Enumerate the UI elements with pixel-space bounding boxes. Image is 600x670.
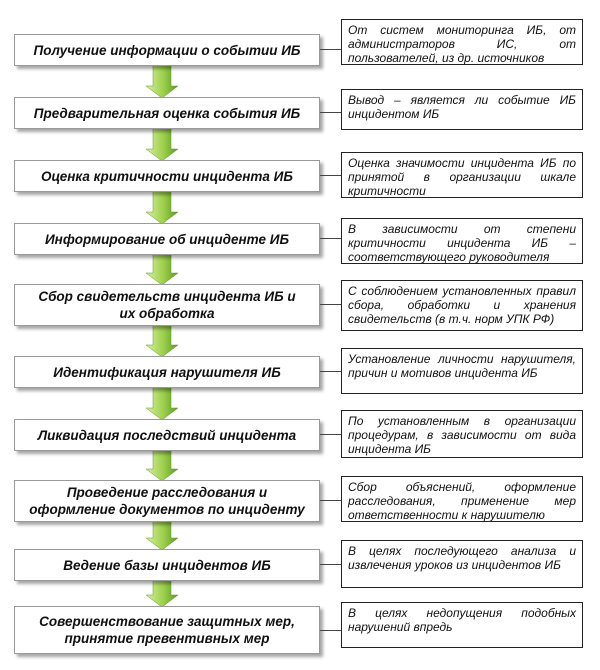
- note-text-7: По установленным в организации процедурам, в зависимости от вида инцидента ИБ: [348, 414, 576, 456]
- note-text-3: Оценка значимости инцидента ИБ по принятой в организации шкале критичности: [348, 156, 576, 198]
- connector-10: [320, 630, 341, 631]
- note-box-2: [341, 89, 583, 130]
- step-box-3: [14, 160, 320, 192]
- connector-5: [320, 304, 341, 305]
- down-arrow-icon: [146, 580, 178, 607]
- step-label-4: Информирование об инциденте ИБ: [44, 231, 290, 247]
- step-label-6: Идентификация нарушителя ИБ: [53, 364, 281, 380]
- down-arrow-icon: [146, 65, 178, 98]
- step-label-5: Сбор свидетельств инцидента ИБ и их обработка: [38, 289, 296, 321]
- step-box-9: [14, 549, 320, 581]
- down-arrow-icon: [146, 387, 178, 420]
- step-box-4: [14, 223, 320, 255]
- step-box-5: [14, 284, 320, 326]
- note-box-8: [341, 476, 583, 522]
- step-label-10: Совершенствование защитных мер, принятие превентивных мер: [39, 614, 295, 646]
- connector-2: [320, 112, 341, 113]
- step-box-8: [14, 480, 320, 522]
- step-label-3: Оценка критичности инцидента ИБ: [41, 168, 293, 184]
- note-box-5: [341, 280, 583, 331]
- note-box-3: [341, 152, 583, 198]
- note-box-10: [341, 602, 583, 648]
- down-arrow-icon: [146, 191, 178, 224]
- step-label-8: Проведение расследования и оформление документов по инциденту: [29, 485, 305, 517]
- connector-1: [320, 49, 341, 50]
- step-box-2: [14, 97, 320, 129]
- note-text-8: Сбор объяснений, оформление расследования, применение мер ответственности к нарушителю: [348, 480, 576, 522]
- step-label-7: Ликвидация последствий инцидента: [37, 427, 297, 443]
- note-box-4: [341, 218, 583, 264]
- connector-6: [320, 371, 341, 372]
- note-box-6: [341, 348, 583, 394]
- step-box-1: [14, 34, 320, 66]
- note-box-1: [341, 19, 583, 65]
- connector-4: [320, 238, 341, 239]
- note-text-2: Вывод – является ли событие ИБ инцидентом ИБ: [348, 93, 576, 121]
- note-text-10: В целях недопущения подобных нарушений впредь: [348, 606, 576, 634]
- connector-8: [320, 500, 341, 501]
- step-box-7: [14, 419, 320, 451]
- step-box-6: [14, 356, 320, 388]
- connector-3: [320, 175, 341, 176]
- note-text-6: Установление личности нарушителя, причин и мотивов инцидента ИБ: [348, 352, 576, 380]
- down-arrow-icon: [146, 325, 178, 357]
- down-arrow-icon: [146, 450, 178, 481]
- step-label-2: Предварительная оценка события ИБ: [33, 105, 301, 121]
- note-text-5: С соблюдением установленных правил сбора, обработки и хранения свидетельств (в т.ч. норм УПК РФ): [348, 284, 576, 326]
- step-label-1: Получение информации о событии ИБ: [33, 42, 301, 58]
- down-arrow-icon: [146, 254, 178, 285]
- down-arrow-icon: [146, 521, 178, 550]
- connector-9: [320, 564, 341, 565]
- down-arrow-icon: [146, 128, 178, 161]
- note-box-9: [341, 540, 583, 588]
- note-box-7: [341, 410, 583, 458]
- note-text-1: От систем мониторинга ИБ, от администраторов ИС, от пользователей, из др. источников: [348, 23, 576, 65]
- step-box-10: [14, 606, 320, 654]
- connector-7: [320, 434, 341, 435]
- note-text-4: В зависимости от степени критичности инцидента ИБ – соответствующего руководителя: [348, 222, 576, 264]
- step-label-9: Ведение базы инцидентов ИБ: [63, 557, 271, 573]
- note-text-9: В целях последующего анализа и извлечения уроков из инцидентов ИБ: [348, 544, 576, 572]
